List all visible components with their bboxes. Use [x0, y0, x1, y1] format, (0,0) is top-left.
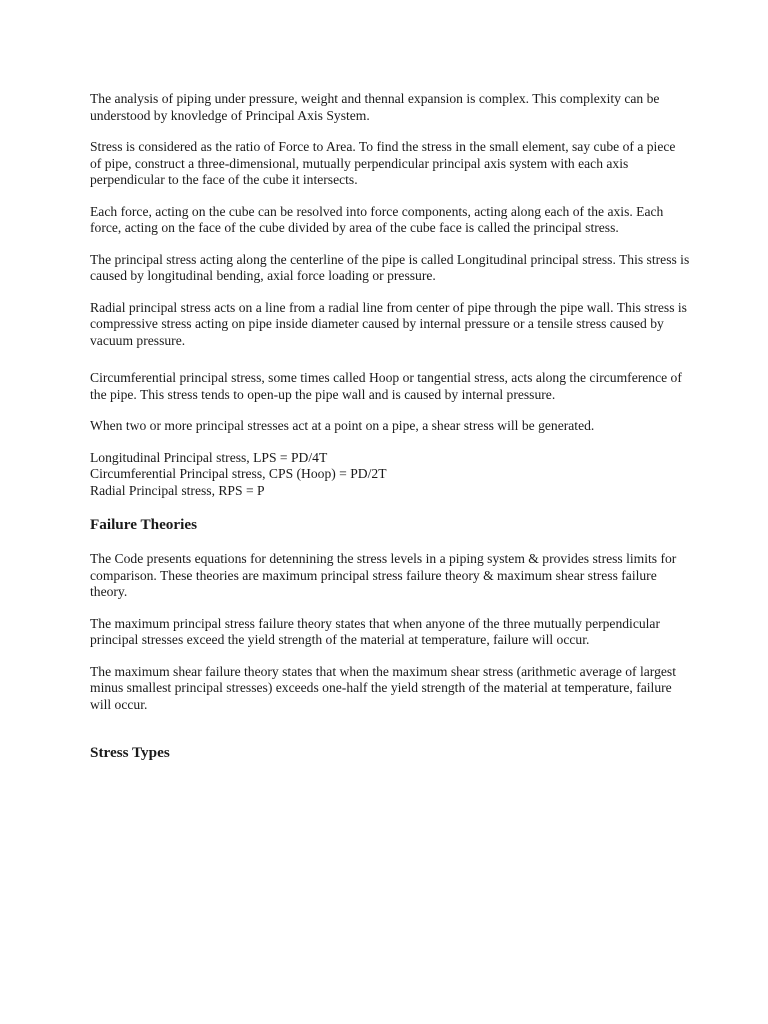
paragraph-shear-stress: When two or more principal stresses act at a point on a pipe, a shear stress will be generated. [90, 418, 595, 433]
formula-longitudinal: Longitudinal Principal stress, LPS = PD/4T [90, 449, 328, 465]
document-page [90, 91, 690, 779]
heading-stress-types: Stress Types [90, 744, 170, 761]
paragraph-stress-definition: Stress is considered as the ratio of Force to Area. To find the stress in the small element, say cube of a piece of pipe, construct a three-dimensional, mutually perpendicular principal axis system with each axis perpendicular to the face of the cube it intersects. [90, 139, 676, 187]
paragraph-max-shear-theory: The maximum shear failure theory states that when the maximum shear stress (arithmetic average of largest minus smallest principal stresses) exceeds one-half the yield strength of the material at temperature, failure will occur. [90, 663, 676, 712]
paragraph-circumferential-stress: Circumferential principal stress, some times called Hoop or tangential stress, acts along the circumference of the pipe. This stress tends to open-up the pipe wall and is caused by internal pressure. [90, 370, 682, 402]
paragraph-max-principal-theory: The maximum principal stress failure theory states that when anyone of the three mutually perpendicular principal stresses exceed the yield strength of the material at temperature, failure will occur. [90, 615, 660, 647]
paragraph-force-components: Each force, acting on the cube can be resolved into force components, acting along each of the axis. Each force, acting on the face of the cube divided by area of the cube face is called the principal stress. [90, 203, 664, 235]
paragraph-code-equations: The Code presents equations for detennining the stress levels in a piping system & provides stress limits for comparison. These theories are maximum principal stress failure theory & maximum shear stress failure theory. [90, 551, 677, 599]
paragraph-radial-stress: Radial principal stress acts on a line from a radial line from center of pipe through the pipe wall. This stress is compressive stress acting on pipe inside diameter caused by internal pressure or a tensile stress caused by vacuum pressure. [90, 299, 687, 348]
paragraph-intro: The analysis of piping under pressure, weight and thennal expansion is complex. This complexity can be understood by knovledge of Principal Axis System. [90, 91, 660, 123]
heading-failure-theories: Failure Theories [90, 516, 198, 533]
formula-block [90, 450, 690, 500]
paragraph-longitudinal-stress: The principal stress acting along the centerline of the pipe is called Longitudinal principal stress. This stress is caused by longitudinal bending, axial force loading or pressure. [90, 251, 690, 283]
formula-radial: Radial Principal stress, RPS = P [90, 482, 265, 498]
formula-circumferential: Circumferential Principal stress, CPS (Hoop) = PD/2T [90, 466, 387, 481]
